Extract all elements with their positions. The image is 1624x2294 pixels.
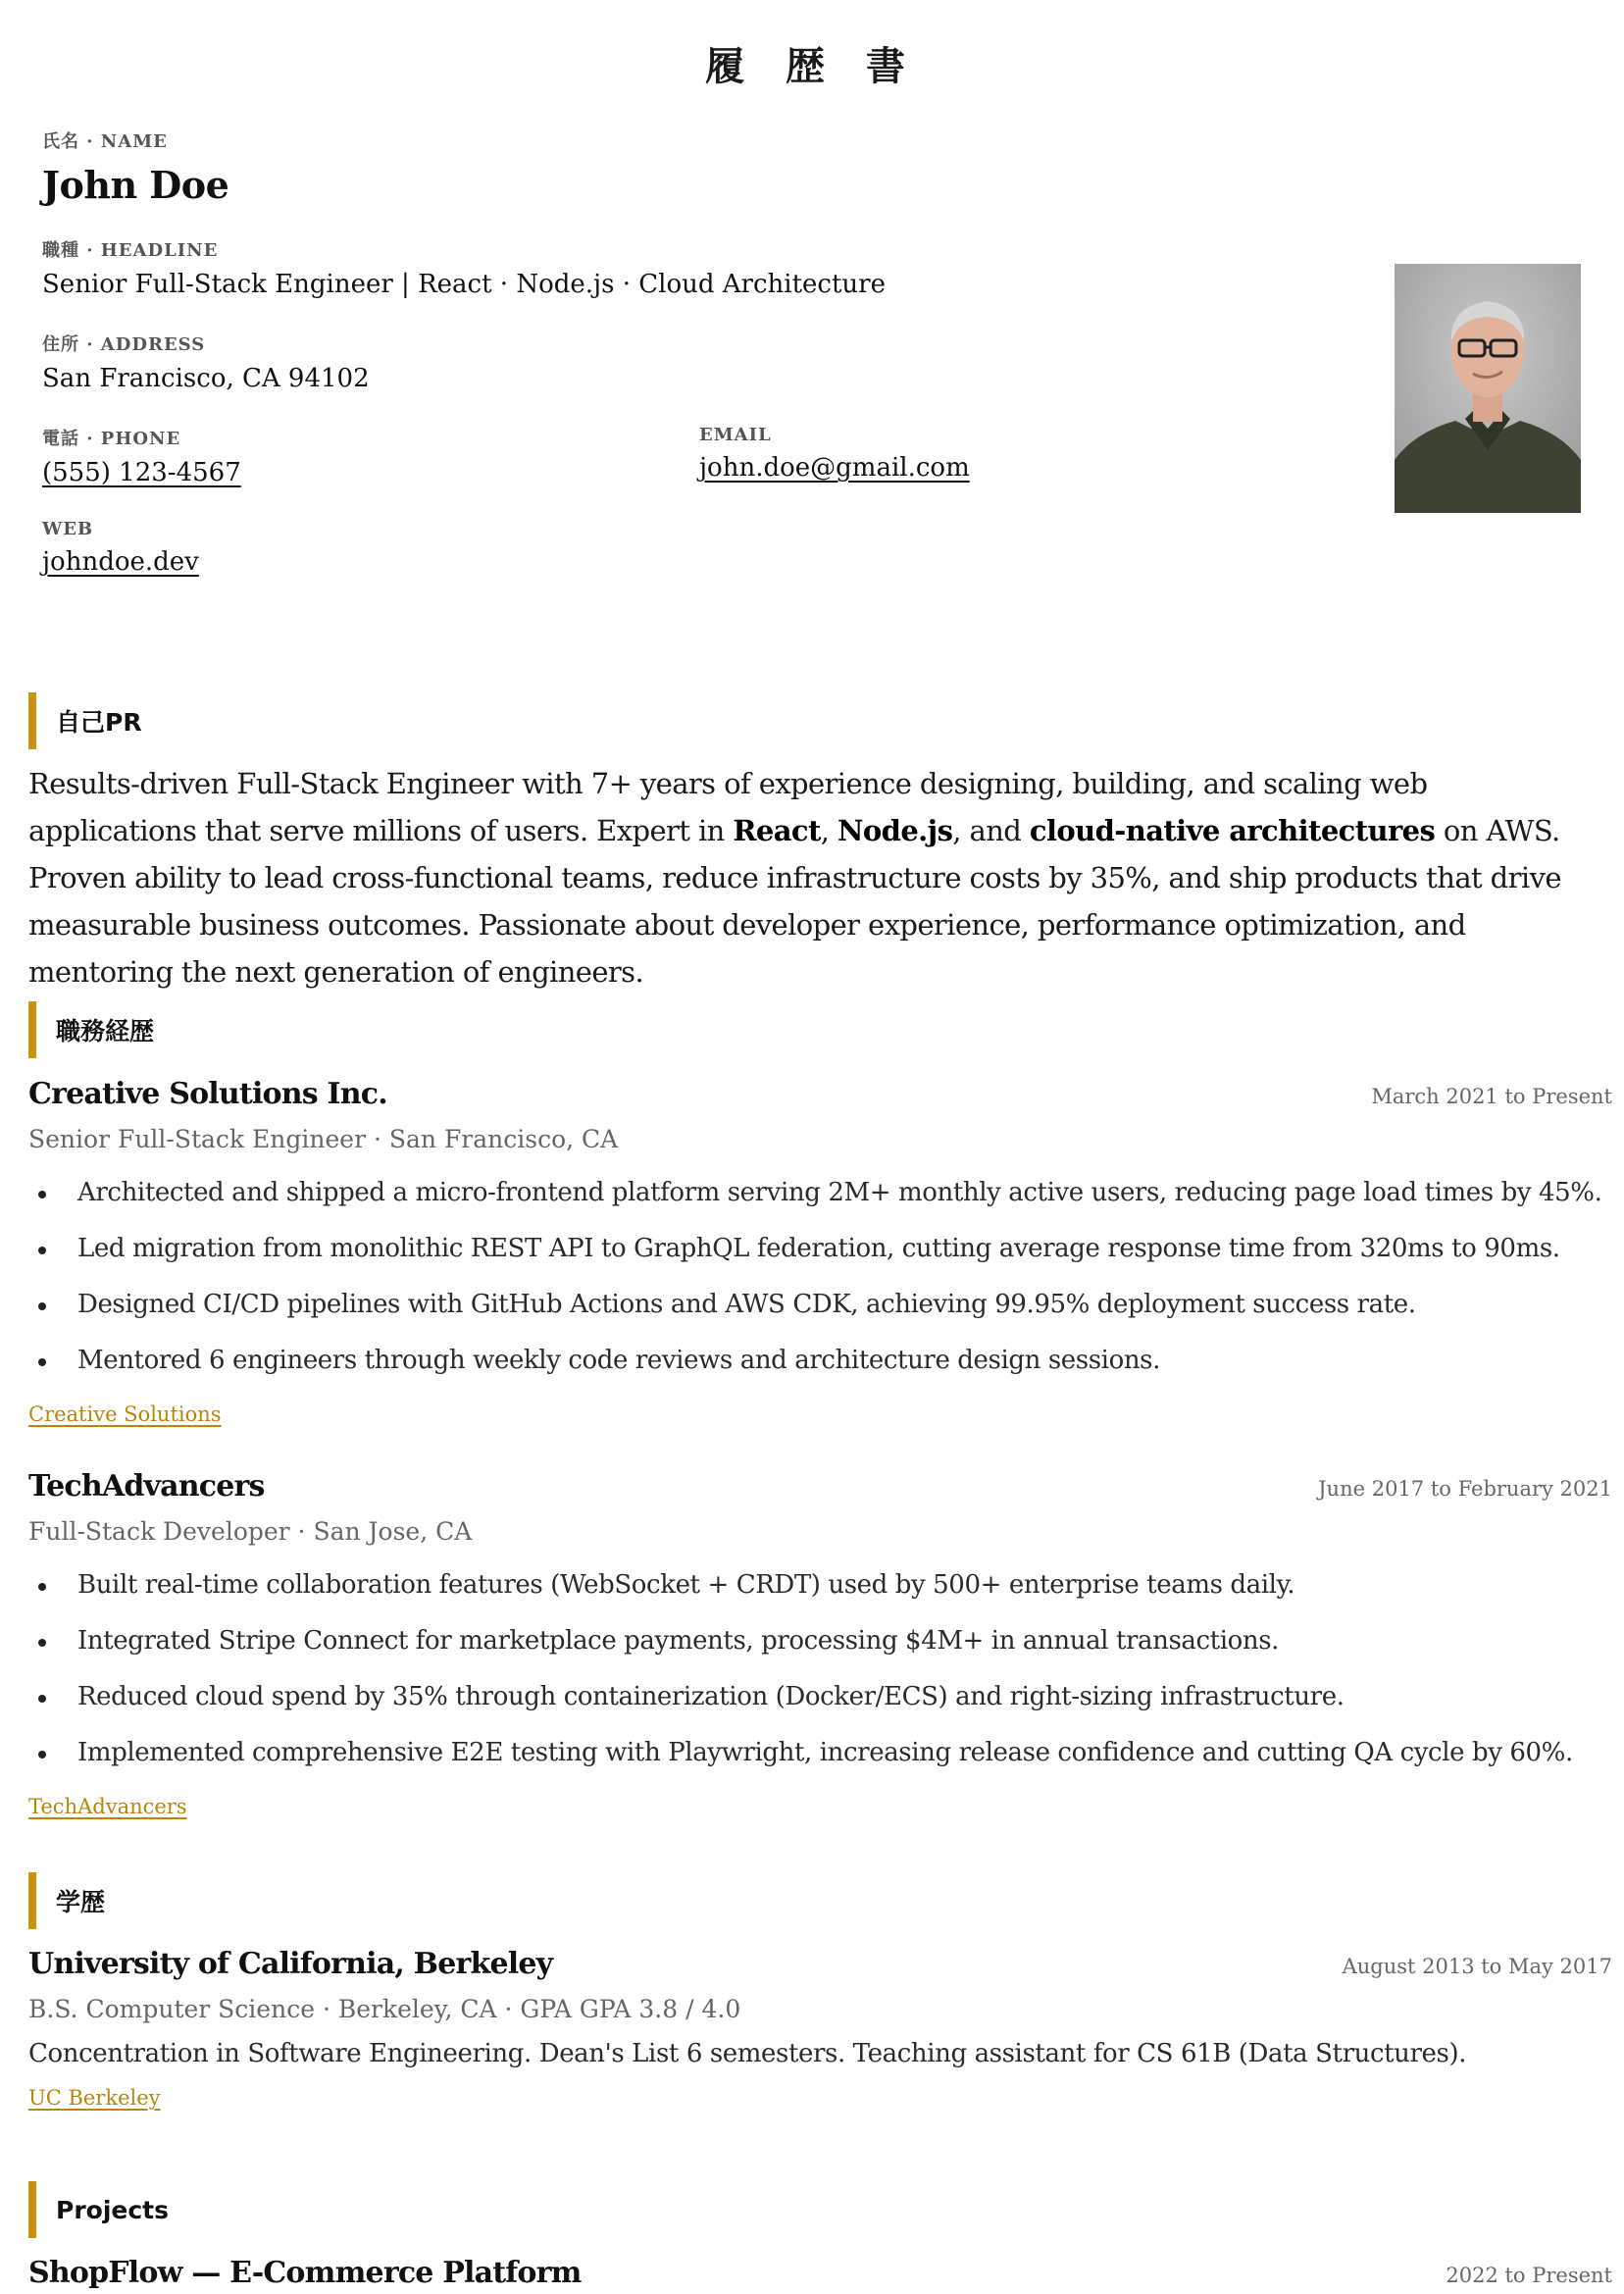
- experience-entry: [28, 1469, 1612, 1818]
- name-label: 氏名 · NAME: [42, 131, 168, 152]
- section-header-projects: Projects: [28, 2181, 169, 2238]
- phone-link[interactable]: (555) 123-4567: [42, 458, 241, 487]
- list-item: Designed CI/CD pipelines with GitHub Actions and AWS CDK, achieving 99.95% deployment success rate.: [28, 1277, 1612, 1333]
- education-description: Concentration in Software Engineering. Dean's List 6 semesters. Teaching assistant for CS 61B (Data Structures).: [28, 2039, 1467, 2068]
- company-link[interactable]: TechAdvancers: [28, 1795, 187, 1818]
- phone-label: 電話 · PHONE: [42, 429, 181, 449]
- headline: Senior Full-Stack Engineer | React · Node.js · Cloud Architecture: [42, 270, 886, 299]
- degree: B.S. Computer Science · Berkeley, CA · GPA GPA 3.8 / 4.0: [28, 1995, 741, 2023]
- summary-text: Results-driven Full-Stack Engineer with 7+ years of experience designing, building, and scaling web applications that serve millions of users. Expert in React, Node.js, and cloud-native architectures on AWS. Proven ability to lead cross-functional teams, reduce infrastructure costs by 35%, and ship products that drive measurable business outcomes. Passionate about developer experience, performance optimization, and mentoring the next generation of engineers.: [28, 767, 1561, 989]
- phone-block: [42, 425, 699, 487]
- list-item: Integrated Stripe Connect for marketplace payments, processing $4M+ in annual transactions.: [28, 1613, 1612, 1669]
- list-item: Implemented comprehensive E2E testing with Playwright, increasing release confidence and cutting QA cycle by 60%.: [28, 1725, 1612, 1781]
- section-header-education: 学歴: [28, 1872, 105, 1929]
- employment-dates: June 2017 to February 2021: [1318, 1477, 1612, 1501]
- list-item: Reduced cloud spend by 35% through containerization (Docker/ECS) and right-sizing infrastructure.: [28, 1669, 1612, 1725]
- education-entry: [28, 1947, 1612, 2110]
- list-item: Built real-time collaboration features (WebSocket + CRDT) used by 500+ enterprise teams daily.: [28, 1557, 1612, 1613]
- email-label: EMAIL: [699, 425, 772, 445]
- list-item: Led migration from monolithic REST API to GraphQL federation, cutting average response time from 320ms to 90ms.: [28, 1221, 1612, 1277]
- web-link[interactable]: johndoe.dev: [42, 547, 199, 577]
- achievement-list: [28, 1165, 1612, 1389]
- document-title: 履 歴 書: [705, 44, 919, 89]
- project-dates: 2022 to Present: [1446, 2264, 1612, 2287]
- job-role: Full-Stack Developer · San Jose, CA: [28, 1517, 473, 1546]
- job-role: Senior Full-Stack Engineer · San Francisco, CA: [28, 1125, 619, 1153]
- section-header-experience: 職務経歴: [28, 1001, 154, 1058]
- web-label: WEB: [42, 519, 94, 539]
- address-label: 住所 · ADDRESS: [42, 334, 206, 355]
- employment-dates: March 2021 to Present: [1371, 1085, 1612, 1108]
- education-dates: August 2013 to May 2017: [1342, 1955, 1612, 1978]
- personal-info: [42, 127, 1582, 577]
- email-link[interactable]: john.doe@gmail.com: [699, 453, 970, 483]
- company-name: Creative Solutions Inc.: [28, 1077, 387, 1111]
- school-link[interactable]: UC Berkeley: [28, 2086, 161, 2110]
- company-link[interactable]: Creative Solutions: [28, 1402, 222, 1426]
- project-name: ShopFlow — E-Commerce Platform: [28, 2256, 582, 2290]
- school-name: University of California, Berkeley: [28, 1947, 553, 1981]
- project-entry: [28, 2256, 1612, 2290]
- list-item: Architected and shipped a micro-frontend platform serving 2M+ monthly active users, reducing page load times by 45%.: [28, 1165, 1612, 1221]
- profile-photo: [1395, 264, 1581, 513]
- section-header-pr: 自己PR: [28, 692, 142, 749]
- experience-entry: [28, 1077, 1612, 1426]
- address: San Francisco, CA 94102: [42, 364, 370, 393]
- email-block: [699, 425, 970, 487]
- list-item: Mentored 6 engineers through weekly code reviews and architecture design sessions.: [28, 1333, 1612, 1389]
- portrait-image: [1395, 264, 1581, 513]
- full-name: John Doe: [42, 163, 229, 207]
- contact-row: [42, 425, 1582, 487]
- headline-label: 職種 · HEADLINE: [42, 240, 219, 261]
- company-name: TechAdvancers: [28, 1469, 265, 1504]
- achievement-list: [28, 1557, 1612, 1781]
